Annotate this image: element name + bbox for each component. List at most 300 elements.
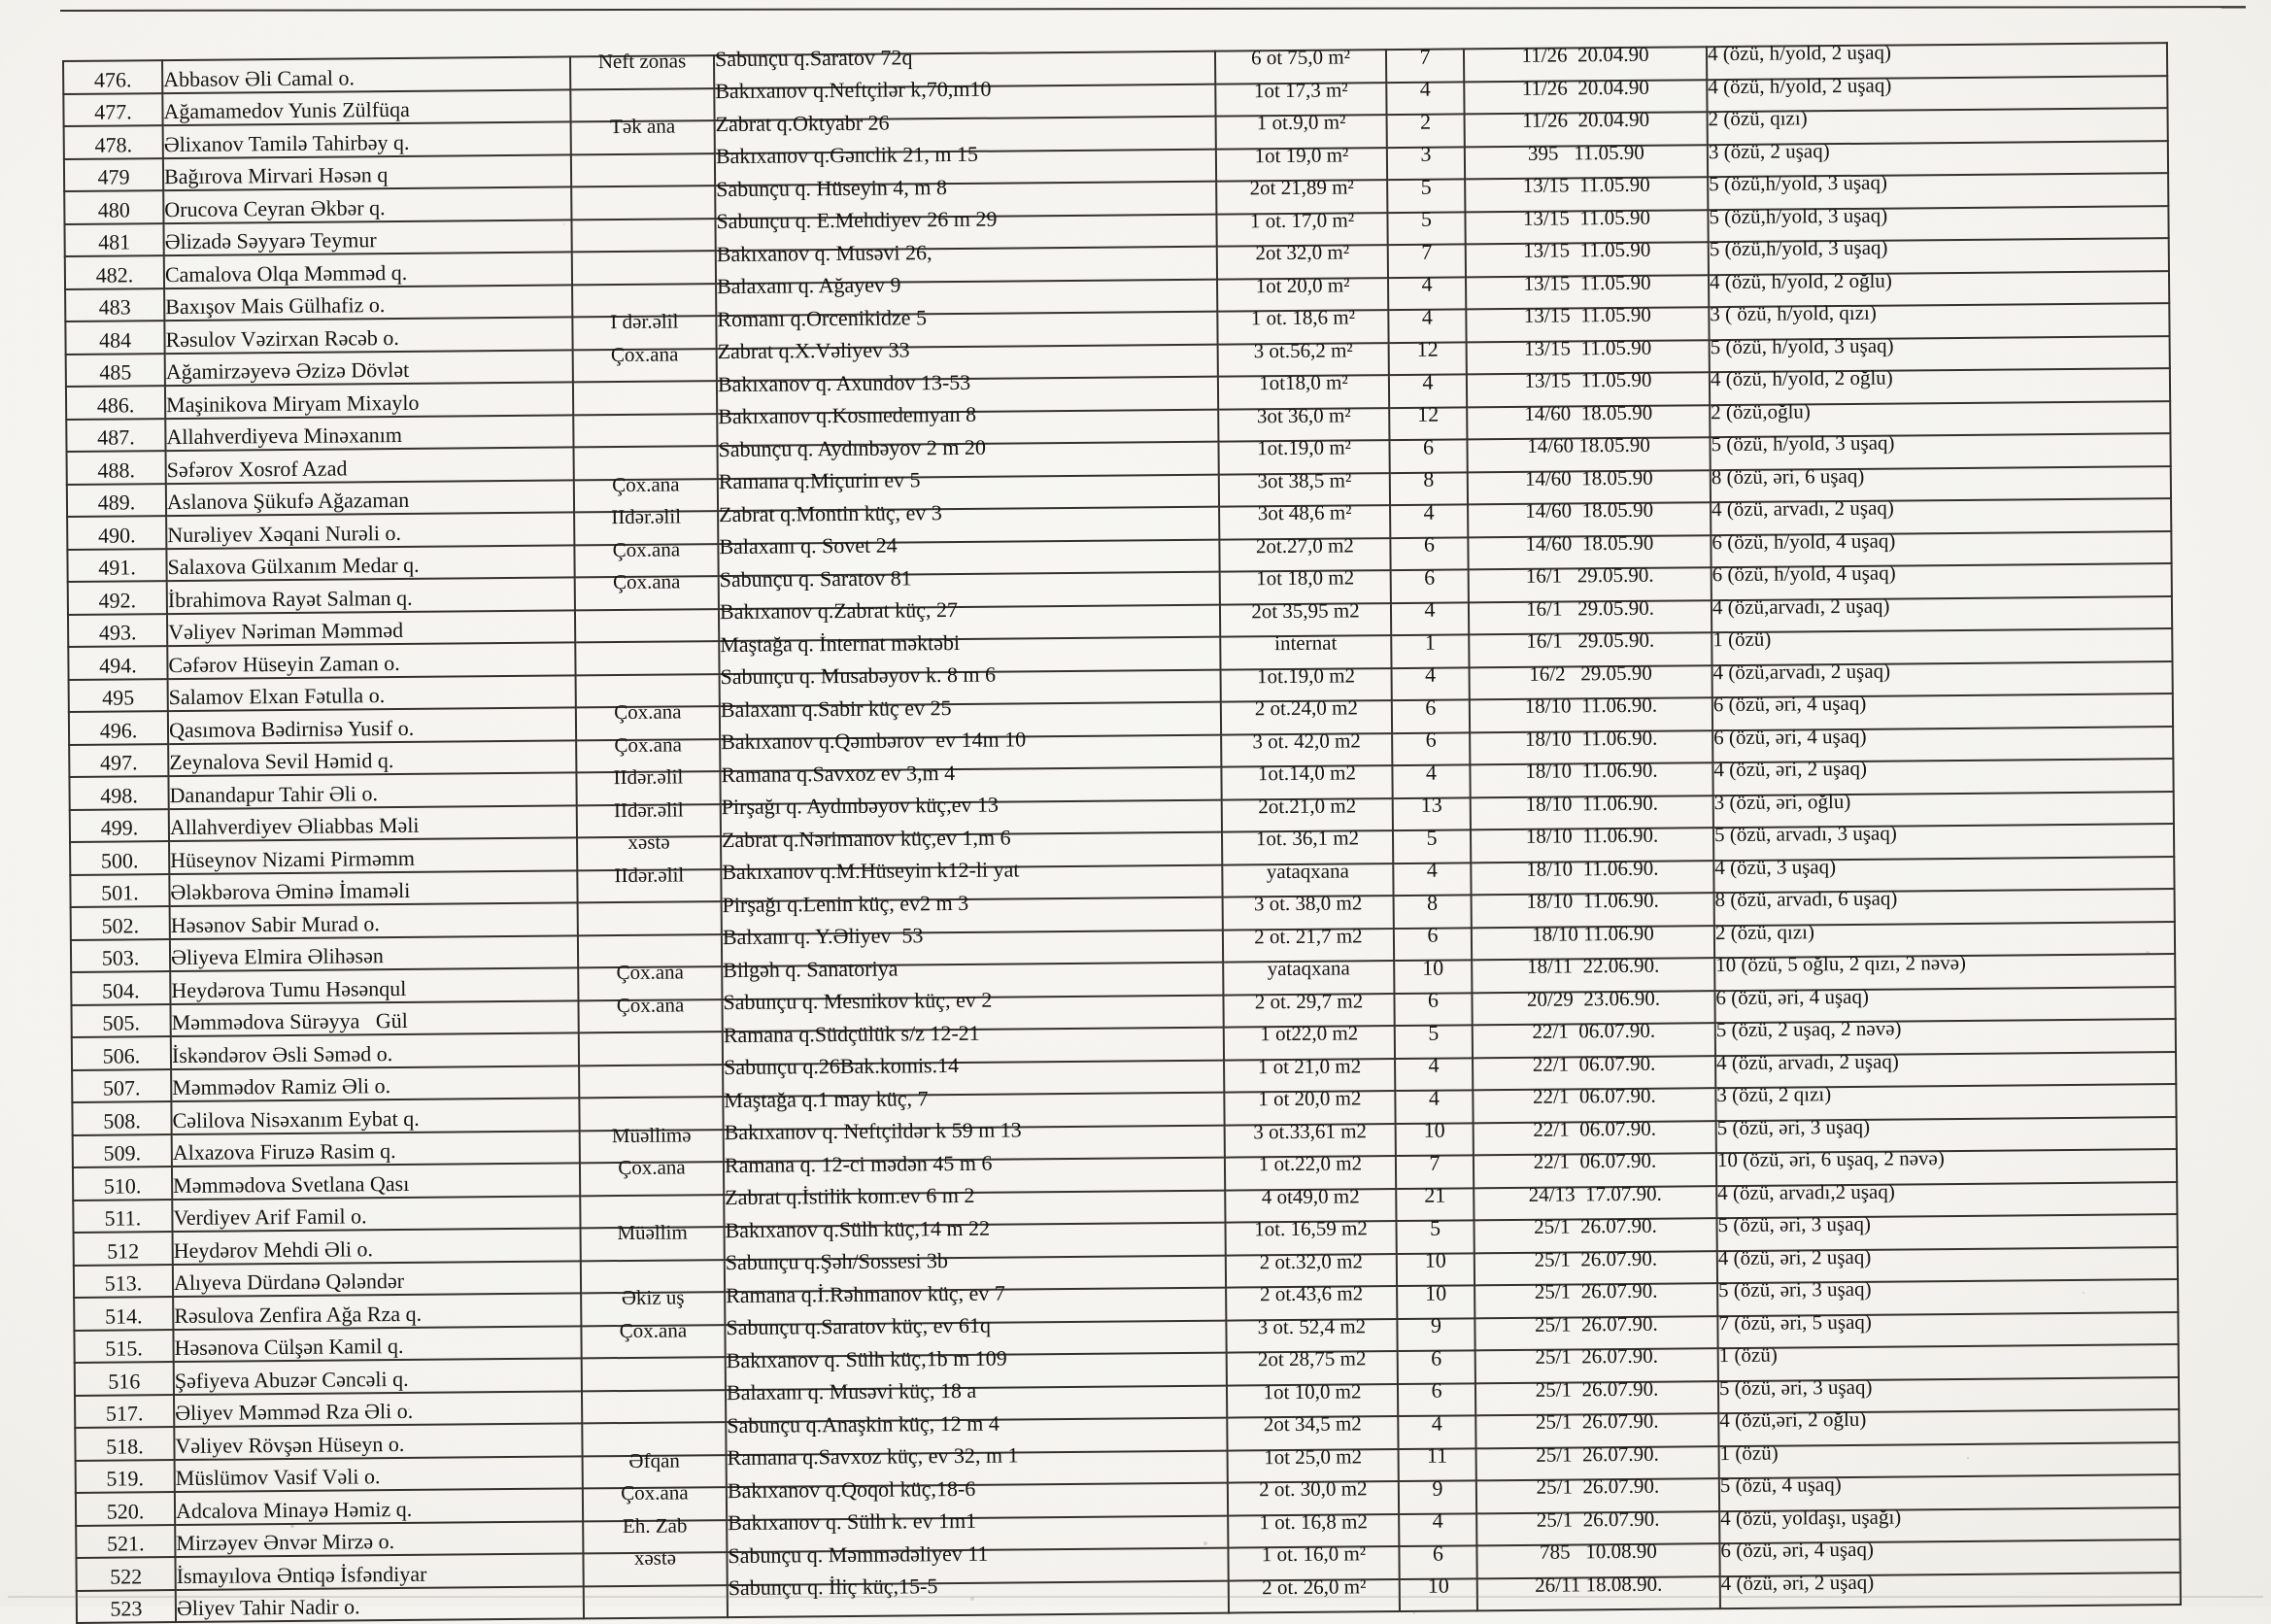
count-text: 4 bbox=[1431, 1410, 1442, 1436]
family-text: 2 (özü, qızı) bbox=[1714, 920, 1815, 944]
cell-name bbox=[171, 1098, 579, 1133]
address-text: Balaxanı q. Ağayev 9 bbox=[716, 272, 901, 299]
family-text: 3 (özü, əri, oğlu) bbox=[1713, 789, 1851, 814]
cell-category bbox=[584, 1585, 728, 1619]
number-text: 500. bbox=[100, 848, 139, 873]
family-text: 4 (özü, 3 uşaq) bbox=[1714, 854, 1837, 879]
protocol-date-text: 18/10 11.06.90. bbox=[1525, 823, 1659, 849]
area-text: yataqxana bbox=[1266, 859, 1349, 883]
protocol-date-text: 13/15 11.05.90 bbox=[1522, 172, 1650, 198]
category-text: Tək ana bbox=[609, 114, 676, 139]
protocol-date-text: 14/60 18.05.90 bbox=[1524, 465, 1653, 491]
cell-name bbox=[164, 317, 572, 353]
cell-family bbox=[1720, 1570, 2181, 1609]
number-text: 517. bbox=[105, 1401, 144, 1426]
cell-category bbox=[577, 863, 721, 903]
number-text: 515. bbox=[105, 1336, 143, 1361]
cell-number bbox=[73, 1167, 172, 1200]
area-text: 2ot 28,75 m2 bbox=[1257, 1346, 1367, 1371]
cell-name bbox=[173, 1293, 581, 1329]
cell-name bbox=[163, 121, 571, 157]
family-text: 5 (özü,h/yold, 3 uşaq) bbox=[1709, 170, 1888, 196]
family-text: 8 (özü, əri, 6 uşaq) bbox=[1711, 463, 1865, 489]
address-text: Sabunçu q.26Bak.komis.14 bbox=[723, 1053, 960, 1080]
address-text: Balaxanı q.Sabir küç ev 25 bbox=[720, 694, 952, 722]
number-text: 483 bbox=[98, 294, 131, 320]
area-text: 1ot.14,0 m2 bbox=[1257, 761, 1357, 786]
count-text: 3 bbox=[1420, 141, 1432, 167]
cell-number bbox=[64, 190, 163, 223]
cell-name bbox=[176, 1586, 584, 1622]
name-text: Vəliyev Rövşən Hüseyn o. bbox=[175, 1431, 405, 1458]
cell-number bbox=[67, 549, 166, 582]
cell-number bbox=[76, 1460, 175, 1493]
protocol-date-text: 22/1 06.07.90. bbox=[1532, 1083, 1656, 1109]
cell-number bbox=[74, 1265, 173, 1298]
name-text: Rəsulova Zenfira Ağa Rza q. bbox=[174, 1301, 423, 1328]
category-text: Çox.ana bbox=[614, 699, 682, 725]
number-text: 521. bbox=[106, 1531, 145, 1556]
count-text: 4 bbox=[1423, 499, 1435, 524]
address-text: Sabunçu q.Anaşkin küç, 12 m 4 bbox=[727, 1410, 1000, 1438]
cell-number bbox=[69, 776, 168, 809]
category-text: Çox.ana bbox=[610, 342, 679, 366]
name-text: Həsənova Cülşən Kamil q. bbox=[174, 1334, 404, 1361]
name-text: Cəlilova Nisəxanım Eybat q. bbox=[172, 1105, 420, 1133]
family-text: 5 (özü, 4 uşaq) bbox=[1719, 1472, 1842, 1498]
number-text: 486. bbox=[96, 392, 135, 418]
name-text: Abbasov Əli Camal o. bbox=[163, 65, 356, 91]
count-text: 5 bbox=[1420, 174, 1432, 199]
family-text: 5 (özü,h/yold, 3 uşaq) bbox=[1709, 203, 1888, 228]
protocol-date-text: 18/10 11.06.90. bbox=[1524, 693, 1658, 719]
cell-number bbox=[65, 288, 164, 321]
family-text: 5 (özü, 2 uşaq, 2 nəvə) bbox=[1715, 1016, 1902, 1042]
family-text: 4 (özü, arvadı, 2 uşaq) bbox=[1715, 1049, 1899, 1074]
area-text: 1 ot 21,0 m2 bbox=[1257, 1054, 1362, 1079]
count-text: 4 bbox=[1422, 369, 1434, 394]
name-text: Allahverdiyeva Minəxanım bbox=[166, 423, 403, 450]
count-text: 6 bbox=[1422, 434, 1435, 459]
name-text: Vəliyev Nəriman Məmməd bbox=[168, 618, 404, 645]
cell-address bbox=[728, 1573, 1229, 1617]
address-text: Balaxanı q. Musəvi küç, 18 a bbox=[726, 1378, 977, 1405]
category-text: Müəllimə bbox=[611, 1123, 692, 1147]
area-text: 3ot 36,0 m² bbox=[1256, 403, 1351, 428]
name-text: Salaxova Gülxanım Medar q. bbox=[167, 553, 420, 580]
number-text: 507. bbox=[102, 1075, 141, 1100]
name-text: Müslümov Vasif Vəli o. bbox=[175, 1464, 381, 1491]
name-text: Verdiyev Arif Famil o. bbox=[173, 1203, 367, 1231]
address-text: Sabunçu q.Şəh/Sossesi 3b bbox=[725, 1248, 949, 1275]
cell-name bbox=[169, 805, 577, 841]
count-text: 9 bbox=[1432, 1475, 1443, 1501]
family-text: 4 (özü, arvadı, 2 uşaq) bbox=[1711, 495, 1894, 522]
area-text: 2 ot.24,0 m2 bbox=[1254, 695, 1359, 721]
count-text: 4 bbox=[1432, 1507, 1443, 1533]
cell-category bbox=[571, 114, 715, 154]
number-text: 479 bbox=[97, 164, 130, 189]
category-text: Çox.ana bbox=[612, 472, 680, 496]
area-text: 3 ot. 52,4 m2 bbox=[1257, 1314, 1367, 1339]
address-text: Bakıxanov q.M.Hüseyin k12-li yat bbox=[722, 857, 1020, 885]
count-text: 4 bbox=[1424, 596, 1436, 623]
cell-name bbox=[175, 1553, 583, 1589]
cell-number bbox=[71, 906, 170, 939]
area-text: 2ot.21,0 m2 bbox=[1258, 794, 1357, 819]
address-text: Sabunçu q.Saratov küç, ev 61q bbox=[726, 1312, 992, 1340]
cell-name bbox=[173, 1326, 581, 1362]
protocol-date-text: 18/10 11.06.90 bbox=[1531, 921, 1654, 946]
area-text: 1 ot. 18,6 m² bbox=[1250, 305, 1356, 330]
count-text: 8 bbox=[1423, 466, 1435, 492]
family-text: 6 (özü, h/yold, 4 uşaq) bbox=[1712, 560, 1896, 587]
count-text: 10 bbox=[1422, 955, 1444, 980]
number-text: 516 bbox=[108, 1369, 141, 1394]
address-text: Zabrat q.Montin küç, ev 3 bbox=[718, 499, 942, 526]
count-text: 21 bbox=[1424, 1182, 1446, 1208]
count-text: 5 bbox=[1420, 206, 1433, 232]
cell-number bbox=[68, 581, 167, 614]
cell-name bbox=[168, 740, 576, 776]
cell-number bbox=[75, 1395, 174, 1428]
protocol-date-text: 785 10.08.90 bbox=[1539, 1539, 1657, 1565]
protocol-date-text: 13/15 11.05.90 bbox=[1524, 335, 1652, 360]
cell-number bbox=[69, 744, 168, 777]
area-text: 1ot 19,0 m² bbox=[1254, 143, 1349, 168]
protocol-date-text: 25/1 26.07.90. bbox=[1534, 1278, 1658, 1304]
cell-name bbox=[166, 512, 574, 548]
area-text: yataqxana bbox=[1267, 956, 1350, 981]
cell-family bbox=[1717, 1309, 2178, 1349]
address-text: Sabunçu q. Hüseyin 4, m 8 bbox=[716, 174, 947, 201]
cell-category bbox=[580, 1155, 724, 1196]
number-text: 497. bbox=[99, 750, 138, 775]
cell-category bbox=[583, 1545, 727, 1586]
cell-category bbox=[575, 569, 719, 610]
number-text: 504. bbox=[102, 978, 140, 1003]
cell-name bbox=[175, 1488, 583, 1524]
area-text: 2ot 21,89 m² bbox=[1249, 175, 1354, 200]
cell-name bbox=[167, 577, 575, 613]
family-text: 6 (özü, h/yold, 4 uşaq) bbox=[1712, 528, 1896, 554]
cell-name bbox=[175, 1456, 583, 1492]
cell-number bbox=[76, 1525, 175, 1558]
category-text: Çox.ana bbox=[612, 537, 681, 561]
protocol-date-text: 13/15 11.05.90 bbox=[1523, 302, 1651, 328]
protocol-date-text: 18/11 22.06.90. bbox=[1526, 953, 1660, 979]
cell-number bbox=[66, 419, 165, 452]
family-text: 3 ( özü, h/yold, qızı) bbox=[1710, 300, 1877, 326]
cell-category bbox=[579, 1065, 723, 1099]
protocol-date-text: 11/26 20.04.90 bbox=[1521, 42, 1649, 68]
family-text: 6 (özü, əri, 4 uşaq) bbox=[1720, 1538, 1875, 1563]
number-text: 520. bbox=[106, 1499, 145, 1524]
family-text: 4 (özü,əri, 2 oğlu) bbox=[1719, 1407, 1867, 1433]
protocol-date-text: 11/26 20.04.90 bbox=[1521, 75, 1649, 100]
name-text: Şəfiyeva Abuzər Cəncəli q. bbox=[174, 1366, 409, 1393]
protocol-date-text: 18/10 11.06.90. bbox=[1526, 856, 1659, 881]
number-text: 491. bbox=[98, 555, 136, 580]
address-text: Ramana q.Miçurin ev 5 bbox=[718, 467, 921, 494]
count-text: 10 bbox=[1424, 1247, 1446, 1273]
page-bottom-rule bbox=[8, 1596, 2263, 1598]
family-text: 4 (özü,arvadı, 2 uşaq) bbox=[1712, 659, 1891, 684]
area-text: 1 ot.22,0 m2 bbox=[1258, 1151, 1363, 1176]
cell-name bbox=[167, 642, 575, 678]
area-text: 1ot.19,0 m2 bbox=[1257, 663, 1356, 689]
count-text: 12 bbox=[1416, 336, 1439, 362]
protocol-date-text: 16/1 29.05.90. bbox=[1525, 595, 1655, 621]
name-text: Mirzəyev Ənvər Mirzə o. bbox=[176, 1529, 395, 1556]
category-text: IIdər.əlil bbox=[611, 504, 682, 529]
address-text: Bakıxanov q.Qəmbərov ev 14m 10 bbox=[721, 727, 1027, 755]
category-text: IIdər.əlil bbox=[613, 797, 684, 822]
protocol-date-text: 18/10 11.06.90. bbox=[1525, 791, 1658, 816]
cell-name bbox=[165, 415, 573, 451]
cell-number bbox=[67, 484, 166, 517]
cell-number bbox=[71, 1004, 170, 1037]
address-text: Bakıxanov q. Sülh k. ev 1m1 bbox=[728, 1508, 977, 1536]
protocol-date-text: 14/60 18.05.90 bbox=[1524, 400, 1653, 425]
name-text: İsmayılova Əntiqə İsfəndiyar bbox=[176, 1561, 427, 1588]
name-text: Əlizadə Səyyarə Teymur bbox=[164, 227, 377, 254]
area-text: 2 ot.32,0 m2 bbox=[1259, 1249, 1364, 1274]
category-text: Çox.ana bbox=[616, 993, 685, 1017]
protocol-date-text: 14/60 18.05.90 bbox=[1525, 497, 1654, 524]
category-text: xəstə bbox=[633, 1545, 677, 1571]
name-text: Heydərova Tumu Həsənqul bbox=[171, 975, 407, 1002]
name-text: Bağırova Mirvari Həsən q bbox=[163, 162, 389, 189]
cell-category bbox=[582, 1390, 726, 1424]
protocol-date-text: 22/1 06.07.90. bbox=[1532, 1018, 1656, 1044]
address-text: Ramana q. 12-ci mədən 45 m 6 bbox=[724, 1150, 993, 1177]
family-text: 8 (özü, arvadı, 6 uşaq) bbox=[1714, 886, 1898, 912]
family-text: 4 (özü, yoldaşı, uşağı) bbox=[1720, 1505, 1902, 1530]
family-text: 6 (özü, əri, 4 uşaq) bbox=[1712, 692, 1867, 717]
count-text: 4 bbox=[1424, 661, 1437, 688]
category-text: Çox.ana bbox=[614, 732, 682, 757]
count-text: 2 bbox=[1419, 109, 1432, 134]
cell-number bbox=[67, 516, 166, 549]
number-text: 501. bbox=[101, 880, 139, 905]
address-text: Romanı q.Orcenikidze 5 bbox=[717, 304, 928, 331]
cell-category bbox=[575, 641, 719, 675]
area-text: 1ot 20,0 m² bbox=[1255, 273, 1350, 298]
category-text: Müəllim bbox=[617, 1220, 688, 1245]
address-text: Bakıxanov q.Zabrat küç, 27 bbox=[719, 597, 959, 625]
count-text: 6 bbox=[1431, 1345, 1442, 1370]
cell-protocol-date bbox=[1477, 1572, 1720, 1611]
protocol-date-text: 13/15 11.05.90 bbox=[1522, 205, 1651, 230]
area-text: internat bbox=[1274, 630, 1338, 656]
area-text: 1ot 17,3 m² bbox=[1253, 78, 1348, 103]
address-text: Bakıxanov q. Axundov 13-53 bbox=[717, 369, 971, 396]
cell-number bbox=[68, 646, 167, 679]
cell-number bbox=[65, 321, 164, 354]
number-text: 478. bbox=[94, 132, 133, 157]
cell-number bbox=[74, 1297, 173, 1330]
cell-name bbox=[165, 382, 573, 418]
family-text: 5 (özü, əri, 3 uşaq) bbox=[1717, 1212, 1872, 1237]
protocol-date-text: 25/1 26.07.90. bbox=[1535, 1311, 1658, 1336]
count-text: 12 bbox=[1417, 401, 1440, 427]
number-text: 511. bbox=[104, 1205, 142, 1231]
cell-category bbox=[581, 1220, 725, 1261]
family-text: 4 (özü, arvadı,2 uşaq) bbox=[1717, 1179, 1895, 1204]
address-text: Maştağa q.1 may küç, 7 bbox=[724, 1086, 929, 1112]
number-text: 523 bbox=[110, 1596, 143, 1621]
family-text: 4 (özü, h/yold, 2 oğlu) bbox=[1710, 365, 1893, 391]
cell-name bbox=[174, 1423, 582, 1459]
count-text: 4 bbox=[1426, 857, 1438, 883]
number-text: 510. bbox=[103, 1173, 142, 1199]
cell-name bbox=[173, 1261, 581, 1297]
family-text: 3 (özü, 2 uşaq) bbox=[1708, 138, 1830, 163]
cell-name bbox=[172, 1163, 580, 1199]
cell-number bbox=[71, 971, 170, 1004]
address-text: Sabunçu q. Aydınbəyov 2 m 20 bbox=[718, 434, 987, 461]
address-text: Pirşağı q.Lenin küç, ev2 m 3 bbox=[722, 890, 969, 917]
protocol-date-text: 25/1 26.07.90. bbox=[1534, 1213, 1657, 1239]
area-text: 3ot 48,6 m² bbox=[1257, 500, 1352, 525]
cell-number bbox=[73, 1134, 172, 1167]
area-text: 3 ot. 42,0 m2 bbox=[1252, 728, 1361, 754]
protocol-date-text: 16/2 29.05.90 bbox=[1529, 660, 1652, 686]
cell-category bbox=[573, 381, 717, 415]
area-text: 1 ot22,0 m2 bbox=[1260, 1021, 1359, 1046]
family-text: 4 (özü,arvadı, 2 uşaq) bbox=[1712, 593, 1890, 619]
address-text: Bakıxanov q.Kosmedemyan 8 bbox=[718, 402, 977, 429]
area-text: 1ot 25,0 m2 bbox=[1264, 1444, 1363, 1470]
number-text: 519. bbox=[106, 1466, 145, 1491]
area-text: 1 ot.9,0 m² bbox=[1256, 110, 1346, 135]
cell-number bbox=[65, 255, 164, 288]
category-text: IIdər.əlil bbox=[614, 863, 685, 887]
address-text: Bilgəh q. Sanatoriya bbox=[723, 956, 898, 982]
number-text: 489. bbox=[97, 490, 136, 515]
cell-number bbox=[72, 1101, 171, 1134]
area-text: 1 ot. 17,0 m² bbox=[1249, 208, 1355, 233]
count-text: 10 bbox=[1427, 1573, 1449, 1599]
cell-number bbox=[70, 809, 169, 842]
protocol-date-text: 14/60 18.05.90 bbox=[1527, 432, 1650, 458]
protocol-date-text: 25/1 26.07.90. bbox=[1534, 1246, 1658, 1271]
count-text: 4 bbox=[1419, 76, 1431, 102]
area-text: 2ot.27,0 m2 bbox=[1255, 533, 1354, 558]
cell-number bbox=[64, 223, 163, 256]
protocol-date-text: 20/29 23.06.90. bbox=[1526, 986, 1661, 1011]
number-text: 518. bbox=[106, 1434, 144, 1459]
cell-category bbox=[571, 153, 715, 187]
category-text: Əkiz uş bbox=[621, 1285, 685, 1310]
cell-number bbox=[64, 125, 163, 158]
address-text: Bakıxanov q.Gənclik 21, m 15 bbox=[715, 142, 979, 169]
cell-name bbox=[162, 56, 570, 92]
count-text: 7 bbox=[1429, 1150, 1441, 1175]
name-text: Aslanova Şükufə Ağazaman bbox=[166, 488, 410, 515]
address-text: Bakıxanov q.Qoqol küç,18-6 bbox=[727, 1475, 976, 1503]
family-text: 4 (özü, əri, 2 uşaq) bbox=[1713, 757, 1867, 782]
family-text: 1 (özü) bbox=[1719, 1440, 1779, 1465]
cell-name bbox=[163, 186, 571, 222]
cell-category bbox=[578, 993, 722, 1033]
protocol-date-text: 25/1 26.07.90. bbox=[1536, 1506, 1660, 1532]
name-text: Zeynalova Sevil Həmid q. bbox=[169, 748, 394, 775]
table-body bbox=[63, 40, 2181, 1623]
cell-name bbox=[166, 545, 574, 581]
count-text: 4 bbox=[1421, 271, 1433, 297]
protocol-date-text: 16/1 29.05.90. bbox=[1525, 562, 1654, 589]
name-text: Ağamirzəyevə Əzizə Dövlət bbox=[165, 357, 410, 385]
cell-name bbox=[175, 1521, 583, 1557]
family-text: 10 (özü, əri, 6 uşaq, 2 nəvə) bbox=[1716, 1146, 1945, 1172]
name-text: Danandapur Tahir Əli o. bbox=[169, 780, 379, 807]
cell-name bbox=[172, 1196, 580, 1232]
name-text: Maşinikova Miryam Mixaylo bbox=[165, 389, 420, 417]
protocol-date-text: 395 11.05.90 bbox=[1527, 140, 1644, 165]
address-text: Ramana q.Savxoz ev 3,m 4 bbox=[721, 760, 956, 787]
cell-category bbox=[573, 414, 717, 448]
page-top-rule bbox=[60, 6, 2246, 12]
count-text: 4 bbox=[1428, 1085, 1440, 1110]
number-text: 513. bbox=[104, 1270, 143, 1296]
count-text: 5 bbox=[1429, 1215, 1441, 1240]
name-text: Məmmədov Ramiz Əli o. bbox=[172, 1073, 391, 1100]
area-text: 1ot. 16,59 m2 bbox=[1254, 1216, 1368, 1241]
count-text: 11 bbox=[1426, 1442, 1448, 1469]
cell-number bbox=[76, 1557, 175, 1590]
address-text: Bakıxanov q. Sülh küç,1b m 109 bbox=[726, 1345, 1007, 1372]
area-text: 2 ot. 26,0 m² bbox=[1262, 1574, 1367, 1600]
family-text: 4 (özü, əri, 2 uşaq) bbox=[1717, 1244, 1872, 1269]
family-text: 4 (özü, h/yold, 2 uşaq) bbox=[1707, 40, 1892, 66]
address-text: Sabunçu q. Saratov 81 bbox=[719, 565, 912, 592]
area-text: 1ot18,0 m² bbox=[1259, 370, 1348, 395]
name-text: Həsənov Sabir Murad o. bbox=[170, 910, 380, 937]
family-text: 5 (özü, əri, 3 uşaq) bbox=[1716, 1114, 1871, 1139]
category-text: Çox.ana bbox=[621, 1480, 689, 1506]
name-text: Əliyeva Elmira Əlihəsən bbox=[170, 943, 384, 970]
address-text: Maştağa q. İnternat məktəbi bbox=[720, 629, 961, 657]
count-text: 8 bbox=[1427, 890, 1439, 915]
cell-number bbox=[63, 60, 162, 93]
cell-category bbox=[573, 342, 717, 383]
area-text: 1 ot. 16,0 m² bbox=[1261, 1541, 1367, 1567]
number-text: 512 bbox=[107, 1238, 140, 1264]
area-text: 3 ot. 38,0 m2 bbox=[1253, 891, 1363, 916]
cell-name bbox=[169, 870, 577, 906]
cell-name bbox=[167, 610, 575, 646]
cell-name bbox=[168, 675, 576, 711]
address-text: Sabunçu q. E.Mehdiyev 26 m 29 bbox=[716, 206, 998, 234]
cell-number bbox=[70, 841, 169, 874]
category-text: Əfqan bbox=[628, 1448, 680, 1472]
family-text: 5 (özü, h/yold, 3 uşaq) bbox=[1710, 333, 1894, 358]
cell-name bbox=[163, 220, 571, 255]
category-text: IIdər.əlil bbox=[613, 764, 684, 790]
count-text: 6 bbox=[1432, 1540, 1444, 1566]
family-text: 2 (özü, qızı) bbox=[1708, 106, 1808, 131]
protocol-date-text: 25/1 26.07.90. bbox=[1535, 1408, 1659, 1435]
name-text: Ələkbərova Əminə İmaməli bbox=[170, 878, 411, 905]
cell-name bbox=[171, 1032, 579, 1068]
number-text: 499. bbox=[100, 815, 139, 840]
cell-number bbox=[76, 1492, 175, 1525]
cell-category bbox=[571, 219, 715, 253]
family-text: 4 (özü, əri, 2 uşaq) bbox=[1720, 1570, 1875, 1595]
cell-name bbox=[168, 772, 576, 808]
